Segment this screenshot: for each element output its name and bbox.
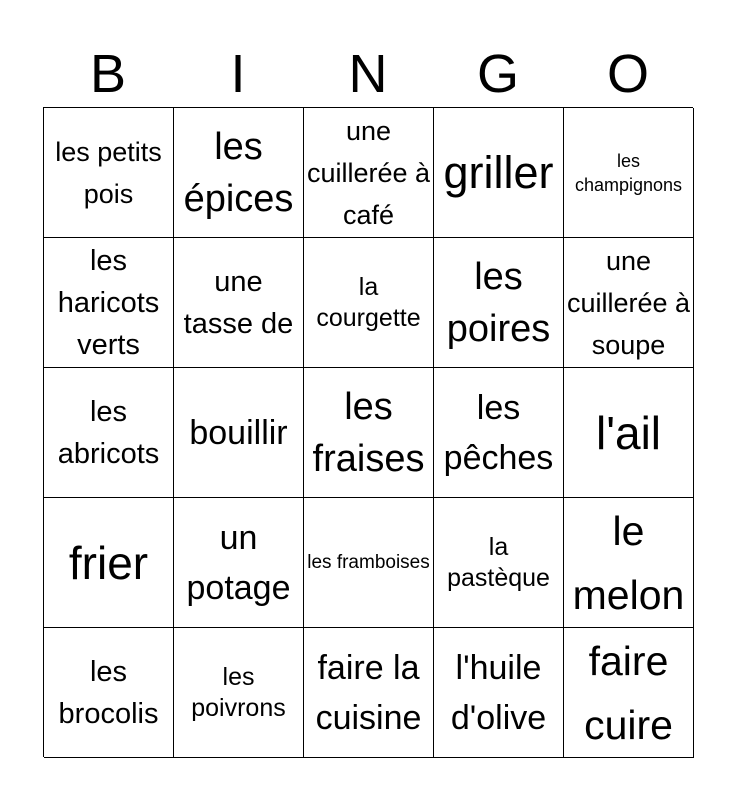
- bingo-cell[interactable]: [564, 368, 694, 498]
- cell-text: griller: [443, 146, 554, 198]
- bingo-cell[interactable]: [174, 108, 304, 238]
- header-letter-n: N: [348, 44, 388, 104]
- header-letter-g: G: [476, 44, 519, 104]
- bingo-cell[interactable]: [304, 108, 434, 238]
- bingo-cell[interactable]: [304, 368, 434, 498]
- cell-text: frier: [68, 536, 149, 589]
- bingo-cell[interactable]: [434, 368, 564, 498]
- cell-text: faire la cuisine: [315, 648, 422, 737]
- cell-text: les poivrons: [191, 662, 286, 722]
- cell-text: les pêches: [443, 388, 554, 477]
- bingo-cell[interactable]: [174, 368, 304, 498]
- cell-text: les épices: [183, 125, 294, 220]
- header-letter-o: O: [606, 44, 649, 104]
- cell-text: une tasse de: [183, 265, 294, 340]
- bingo-cell[interactable]: [304, 628, 434, 758]
- bingo-cell[interactable]: [434, 238, 564, 368]
- cell-text: bouillir: [189, 413, 288, 452]
- bingo-cell[interactable]: [174, 628, 304, 758]
- cell-text: la courgette: [316, 272, 421, 332]
- bingo-grid: [43, 107, 693, 757]
- bingo-cell[interactable]: [174, 238, 304, 368]
- cell-text: faire cuire: [584, 637, 673, 748]
- cell-text: une cuillerée à soupe: [566, 245, 691, 360]
- cell-text: le melon: [572, 507, 685, 618]
- bingo-cell[interactable]: [564, 498, 694, 628]
- cell-text: les fraises: [312, 385, 425, 480]
- cell-text: l'ail: [595, 406, 662, 459]
- cell-text: les abricots: [57, 395, 160, 470]
- cell-text: les brocolis: [58, 655, 159, 730]
- cell-text: les framboises: [307, 551, 430, 573]
- cell-text: la pastèque: [447, 532, 550, 592]
- header-letter-i: I: [230, 44, 246, 104]
- cell-text: un potage: [186, 518, 291, 607]
- bingo-cell[interactable]: [304, 238, 434, 368]
- cell-text: les champignons: [574, 150, 683, 195]
- bingo-cell[interactable]: [44, 238, 174, 368]
- header-letter-b: B: [89, 44, 127, 104]
- bingo-cell[interactable]: [434, 108, 564, 238]
- bingo-cell[interactable]: [564, 628, 694, 758]
- bingo-cell[interactable]: [44, 498, 174, 628]
- bingo-cell[interactable]: [174, 498, 304, 628]
- bingo-cell[interactable]: [434, 628, 564, 758]
- bingo-cell[interactable]: [304, 498, 434, 628]
- cell-text: les poires: [446, 255, 551, 350]
- bingo-cell[interactable]: [44, 628, 174, 758]
- bingo-cell[interactable]: [434, 498, 564, 628]
- bingo-header: [43, 44, 693, 104]
- cell-text: l'huile d'olive: [450, 648, 547, 737]
- bingo-cell[interactable]: [564, 108, 694, 238]
- bingo-cell[interactable]: [44, 368, 174, 498]
- cell-text: une cuillerée à café: [306, 115, 431, 230]
- cell-text: les haricots verts: [57, 244, 160, 361]
- cell-text: les petits pois: [55, 136, 162, 209]
- bingo-cell[interactable]: [44, 108, 174, 238]
- bingo-cell[interactable]: [564, 238, 694, 368]
